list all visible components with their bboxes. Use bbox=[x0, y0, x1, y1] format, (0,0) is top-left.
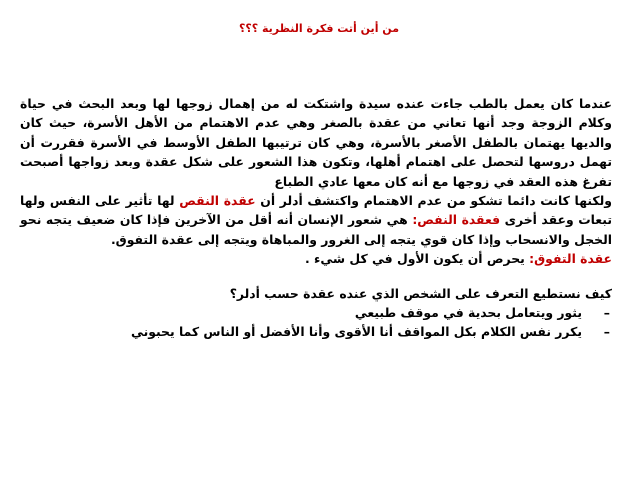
spacer bbox=[20, 269, 612, 284]
paragraph-inferiority-part3: هي شعور الإنسان أنه أقل من الآخرين فإذا كان ضعيف يتجه نحو الخجل والانسحاب وإذا كان قوي يتجه إلى الغرور والمباهاة ويتجه إلى عقدة التفوق. bbox=[20, 212, 612, 247]
slide-title: من أين أتت فكرة النظرية ؟؟؟ bbox=[238, 22, 400, 35]
slide-body bbox=[20, 94, 612, 342]
inferiority-complex-term: عقدة النقص bbox=[179, 193, 256, 209]
superiority-complex-label: عقدة التفوق: bbox=[529, 251, 612, 267]
paragraph-story: عندما كان يعمل بالطب جاءت عنده سيدة واشتكت له من إهمال زوجها لها وبعد البحث في حياة وكلام الزوجة وجد أنها تعاني من عقدة بالصغر وهي عدم الاهتمام من الأهل الأسرة، حيث كان والديها يهتمان بالطفل الأصغر بالأسرة، وهي كان ترتيبها الطفل الأوسط في الأسرة فقررت أن تهمل دروسها لتحصل على اهتمام أهلها، وتكون هذا الشعور على شكل عقدة وبعد زواجها أصبحت تفرغ هذه العقد في زوجها مع أنه كان معها عادي الطباع bbox=[20, 96, 612, 189]
inferiority-definition-label: فعقدة النفص: bbox=[412, 212, 501, 228]
dash-bullet-icon: – bbox=[603, 324, 610, 340]
list-item bbox=[20, 303, 612, 322]
list-item bbox=[20, 322, 612, 341]
bullet-list bbox=[20, 303, 612, 342]
bullet-text: يكرر نفس الكلام بكل المواقف أنا الأقوى وأنا الأفضل أو الناس كما يحبوني bbox=[131, 324, 582, 340]
paragraph-superiority bbox=[20, 249, 612, 268]
paragraph-inferiority bbox=[20, 191, 612, 249]
dash-bullet-icon: – bbox=[603, 305, 610, 321]
question: كيف نستطيع التعرف على الشخص الذي عنده عقدة حسب أدلر؟ bbox=[229, 285, 612, 301]
paragraph-inferiority-part1: ولكنها كانت دائما تشكو من عدم الاهتمام واكتشف أدلر أن bbox=[255, 193, 612, 209]
paragraph-inferiority-part2: لها تأثير على النفس ولها تبعات وعقد أخرى bbox=[20, 193, 613, 228]
bullet-text: يثور ويتعامل بحدية في موقف طبيعي bbox=[354, 305, 582, 321]
superiority-complex-text: يحرص أن يكون الأول في كل شيء . bbox=[305, 251, 530, 267]
